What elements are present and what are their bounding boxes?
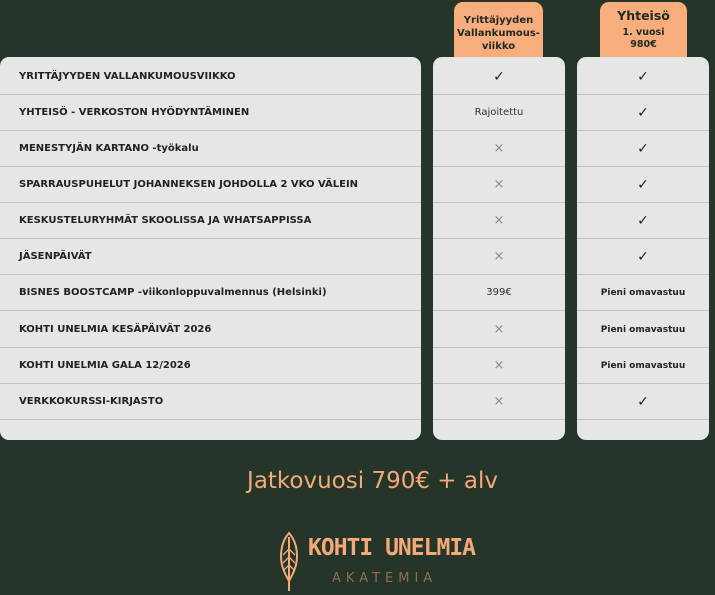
tier-header-yhteiso [600,2,687,60]
value-cell [433,312,565,348]
check-icon: ✓ [637,393,649,410]
cross-icon: × [493,177,505,192]
feature-row [0,384,421,420]
value-text: Pieni omavastuu [600,360,686,371]
value-cell [433,348,565,384]
value-cell [433,239,565,275]
feature-row [0,131,421,167]
feature-row [0,348,421,384]
brand-logo [276,531,476,593]
feature-row [0,275,421,311]
feature-label: KOHTI UNELMIA GALA 12/2026 [19,360,191,371]
value-text: Rajoitettu [474,107,524,118]
logo-name: KOHTI UNELMIA [308,535,476,561]
feature-label: BISNES BOOSTCAMP -viikonloppuvalmennus (Helsinki) [19,287,327,298]
value-cell [577,95,709,131]
feature-row [0,59,421,95]
feature-label: YHTEISÖ - VERKOSTON HYÖDYNTÄMINEN [19,107,250,118]
tier-header-line: viikko [481,41,516,52]
cross-icon: × [493,141,505,156]
value-text: Pieni omavastuu [600,324,686,335]
value-cell [433,384,565,420]
value-cell [577,384,709,420]
value-cell [433,203,565,239]
tier-header-vallankumousviikko [454,2,543,60]
feature-row [0,95,421,131]
value-text: Pieni omavastuu [600,287,686,298]
renewal-price-text: Jatkovuosi 790€ + alv [247,468,498,494]
tier-duration: 1. vuosi [622,27,665,38]
feature-row [0,312,421,348]
tier-column-vallankumousviikko [433,57,565,440]
value-cell [577,348,709,384]
feature-label: MENESTYJÄN KARTANO -työkalu [19,143,199,154]
feature-label: YRITTÄJYYDEN VALLANKUMOUSVIIKKO [19,71,236,82]
value-text: 399€ [486,287,512,298]
feature-row [0,203,421,239]
feature-label: JÄSENPÄIVÄT [19,251,92,262]
tier-title: Yhteisö [617,8,670,23]
feature-label: SPARRAUSPUHELUT JOHANNEKSEN JOHDOLLA 2 VKO VÄLEIN [19,179,359,190]
cross-icon: × [493,358,505,373]
feature-row [0,239,421,275]
cross-icon: × [493,394,505,409]
value-cell [577,59,709,95]
tier-column-yhteiso [577,57,709,440]
check-icon: ✓ [637,104,649,121]
feature-list-panel [0,57,421,440]
feature-label: KESKUSTELURYHMÄT SKOOLISSA JA WHATSAPPISSA [19,215,312,226]
value-cell [577,131,709,167]
tier-header-line: Yrittäjyyden [463,15,534,26]
tier-price: 980€ [630,39,657,50]
cross-icon: × [493,322,505,337]
check-icon: ✓ [637,212,649,229]
cross-icon: × [493,213,505,228]
check-icon: ✓ [637,248,649,265]
value-cell [577,275,709,311]
check-icon: ✓ [637,140,649,157]
feature-label: VERKKOKURSSI-KIRJASTO [19,396,164,407]
feature-row [0,167,421,203]
check-icon: ✓ [637,68,649,85]
value-cell [577,203,709,239]
value-cell [577,167,709,203]
feature-label: KOHTI UNELMIA KESÄPÄIVÄT 2026 [19,324,212,335]
check-icon: ✓ [637,176,649,193]
value-cell [577,239,709,275]
value-cell [577,312,709,348]
value-cell [433,95,565,131]
value-cell [433,131,565,167]
cross-icon: × [493,249,505,264]
logo-subtitle: AKATEMIA [332,571,438,586]
value-cell [433,59,565,95]
check-icon: ✓ [493,68,505,85]
feather-icon [276,531,302,593]
tier-header-line: Vallankumous- [457,28,540,39]
value-cell [433,275,565,311]
value-cell [433,167,565,203]
